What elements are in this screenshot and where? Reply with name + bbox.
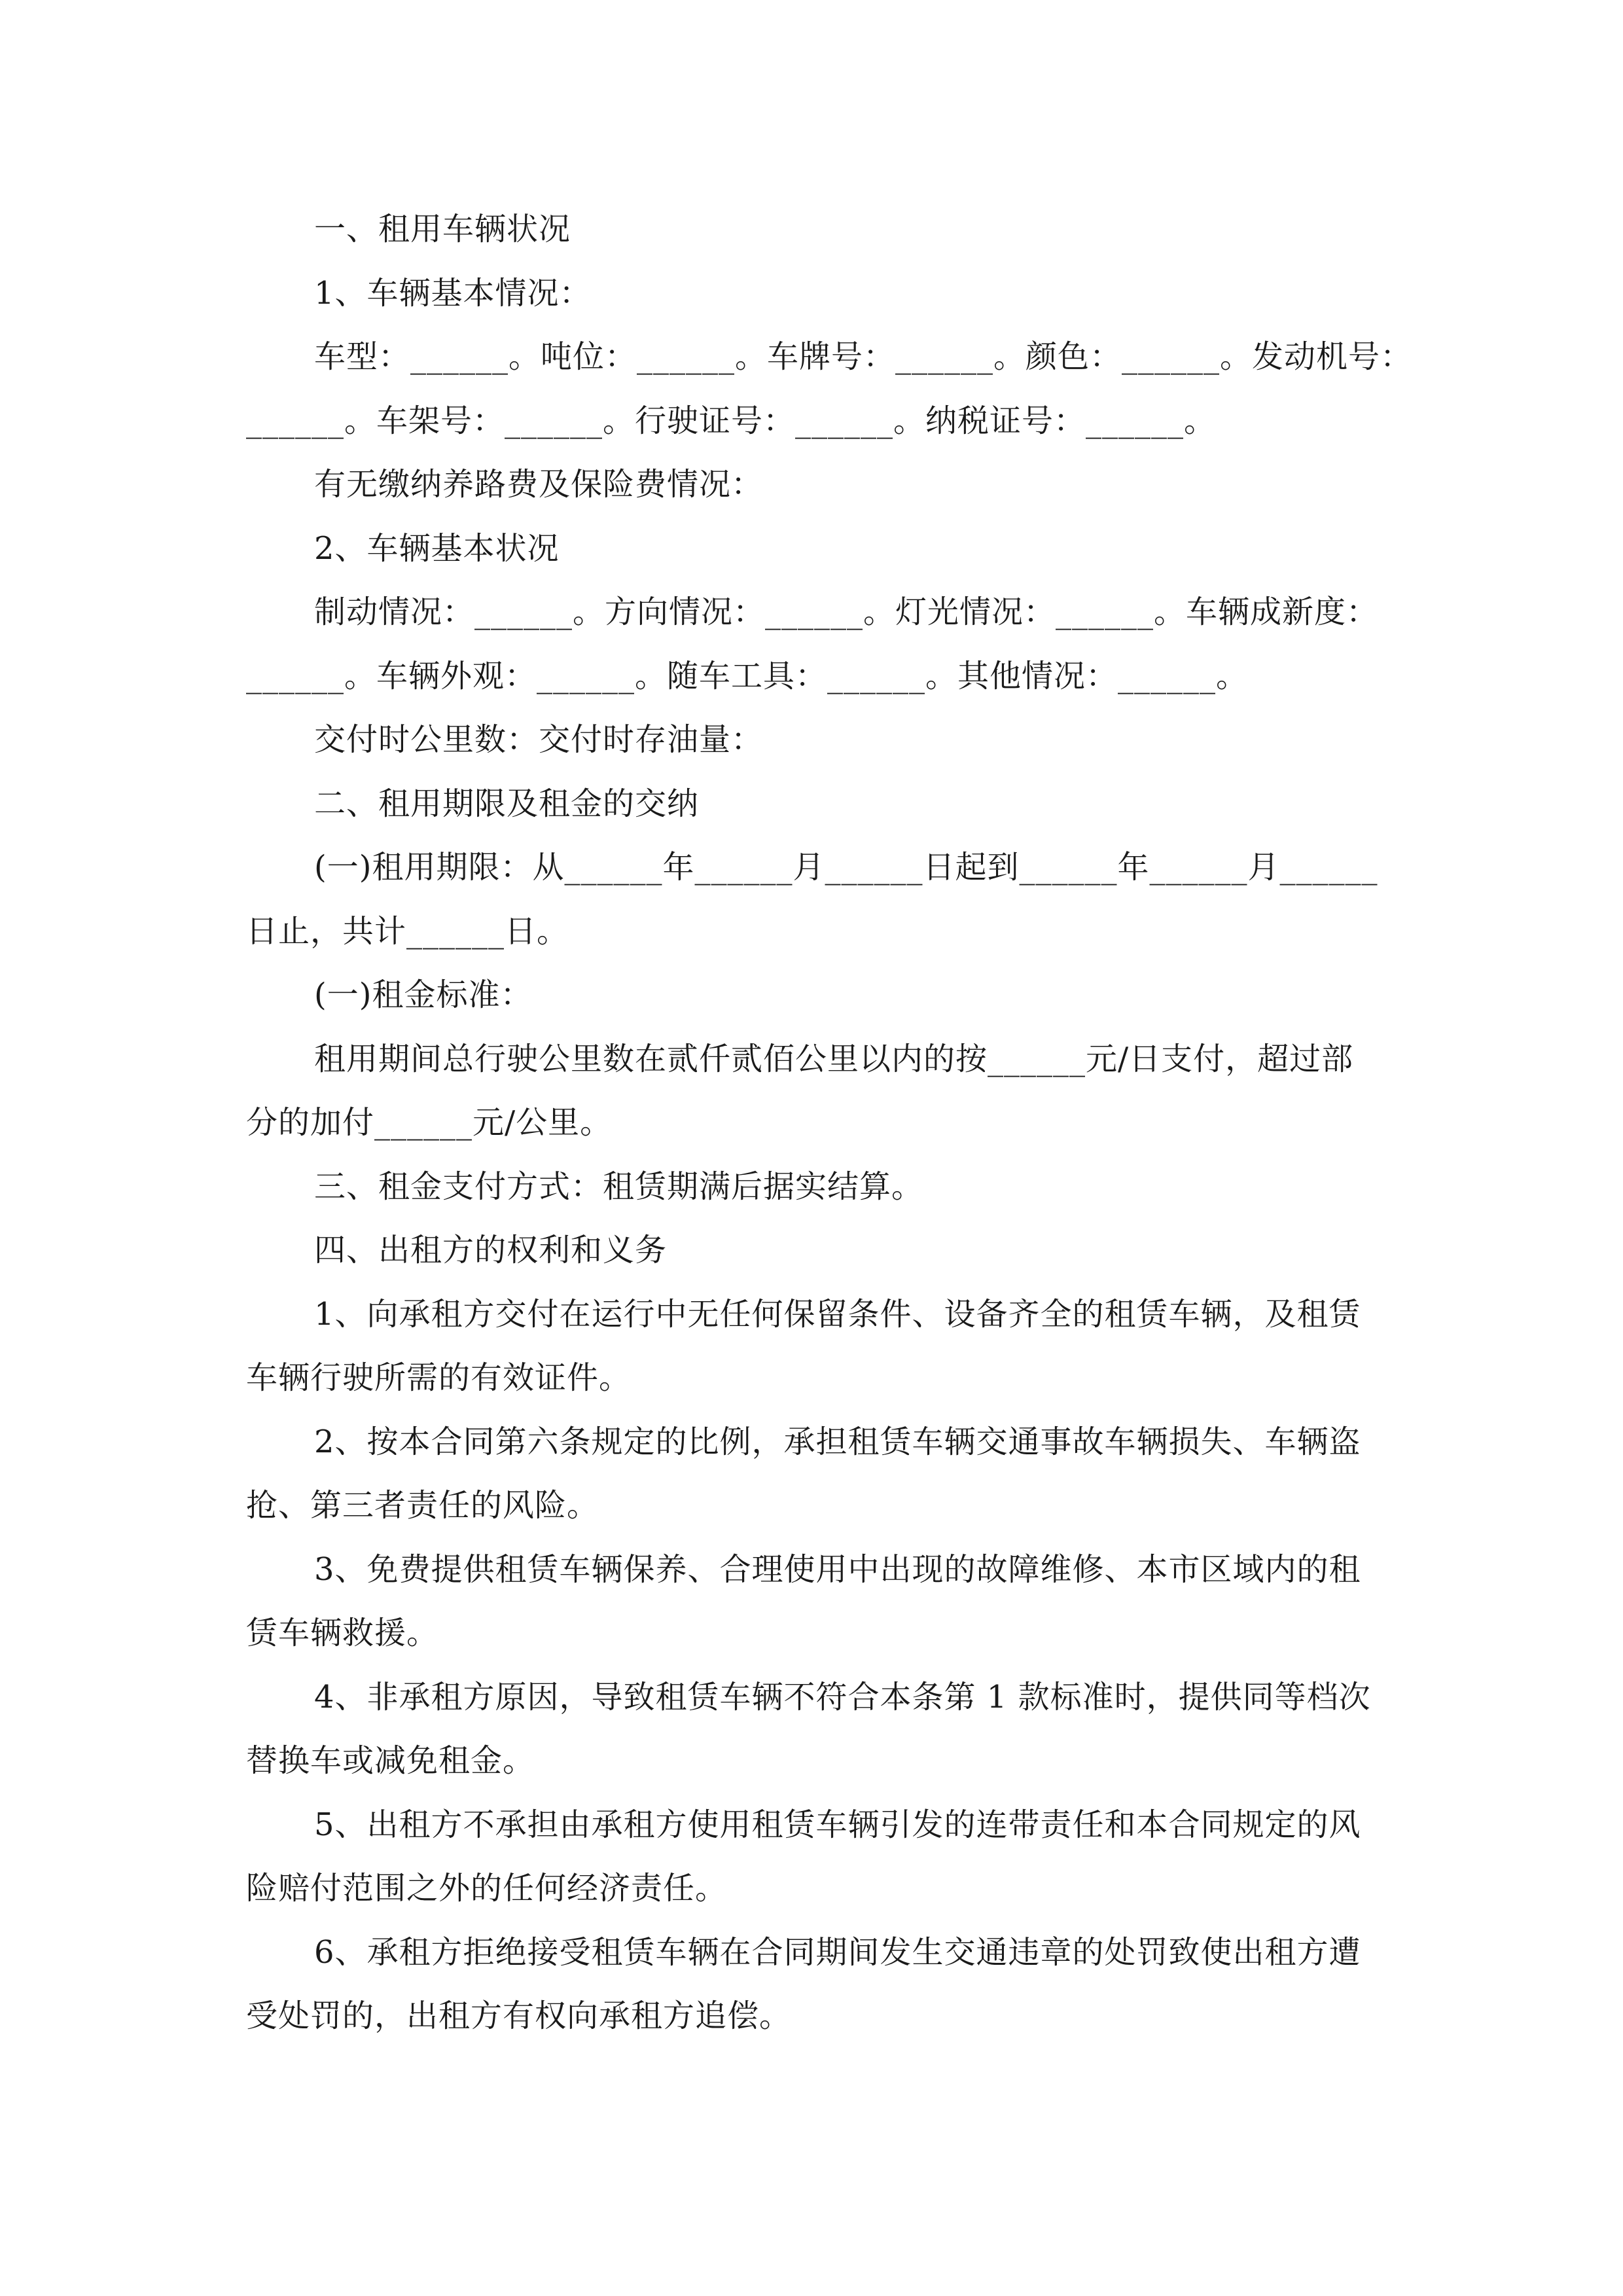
clause-line: 受处罚的，出租方有权向承租方追偿。 (246, 1998, 792, 2034)
text-line: 有无缴纳养路费及保险费情况： (314, 466, 764, 503)
clause-line: 2、按本合同第六条规定的比例，承担租赁车辆交通事故车辆损失、车辆盗 (314, 1423, 1361, 1460)
clause-line: 抢、第三者责任的风险。 (246, 1487, 599, 1524)
clause-line: 赁车辆救援。 (246, 1615, 439, 1651)
clause-line: 险赔付范围之外的任何经济责任。 (246, 1870, 728, 1907)
clause-line: 6、承租方拒绝接受租赁车辆在合同期间发生交通违章的处罚致使出租方遭 (314, 1933, 1361, 1971)
clause-line: 替换车或减免租金。 (246, 1742, 535, 1779)
text-line: 交付时公里数：交付时存油量： (314, 721, 764, 758)
clause-line: 3、免费提供租赁车辆保养、合理使用中出现的故障维修、本市区域内的租 (314, 1551, 1361, 1588)
subsection-heading: (一)租金标准： (314, 977, 533, 1013)
text-line: (一)租用期限：从______年______月______日起到______年______月______ (314, 849, 1378, 886)
text-line: 日止，共计______日。 (246, 912, 569, 950)
section-heading: 三、租金支付方式：租赁期满后据实结算。 (314, 1168, 924, 1205)
text-line: 车型：______。吨位：______。车牌号：______。颜色：______。发动机号： (314, 338, 1413, 375)
subsection-heading: 2、车辆基本状况 (314, 529, 560, 567)
document-body (246, 198, 1413, 2049)
text-line: 租用期间总行驶公里数在贰仟贰佰公里以内的按______元/日支付，超过部 (314, 1040, 1354, 1077)
section-heading: 一、租用车辆状况 (314, 211, 571, 247)
clause-line: 车辆行驶所需的有效证件。 (246, 1359, 632, 1396)
subsection-heading: 1、车辆基本情况： (314, 274, 592, 312)
text-line: 制动情况：______。方向情况：______。灯光情况：______。车辆成新度： (314, 594, 1379, 630)
text-line: ______。车架号：______。行驶证号：______。纳税证号：______。 (246, 402, 1217, 439)
section-heading: 二、租用期限及租金的交纳 (314, 785, 700, 822)
text-line: 分的加付______元/公里。 (246, 1104, 613, 1141)
text-line: ______。车辆外观：______。随车工具：______。其他情况：______。 (246, 657, 1249, 694)
clause-line: 5、出租方不承担由承租方使用租赁车辆引发的连带责任和本合同规定的风 (314, 1806, 1361, 1843)
section-heading: 四、出租方的权利和义务 (314, 1232, 668, 1268)
clause-line: 1、向承租方交付在运行中无任何保留条件、设备齐全的租赁车辆，及租赁 (314, 1295, 1361, 1333)
clause-line: 4、非承租方原因，导致租赁车辆不符合本条第 1 款标准时，提供同等档次 (314, 1678, 1371, 1715)
